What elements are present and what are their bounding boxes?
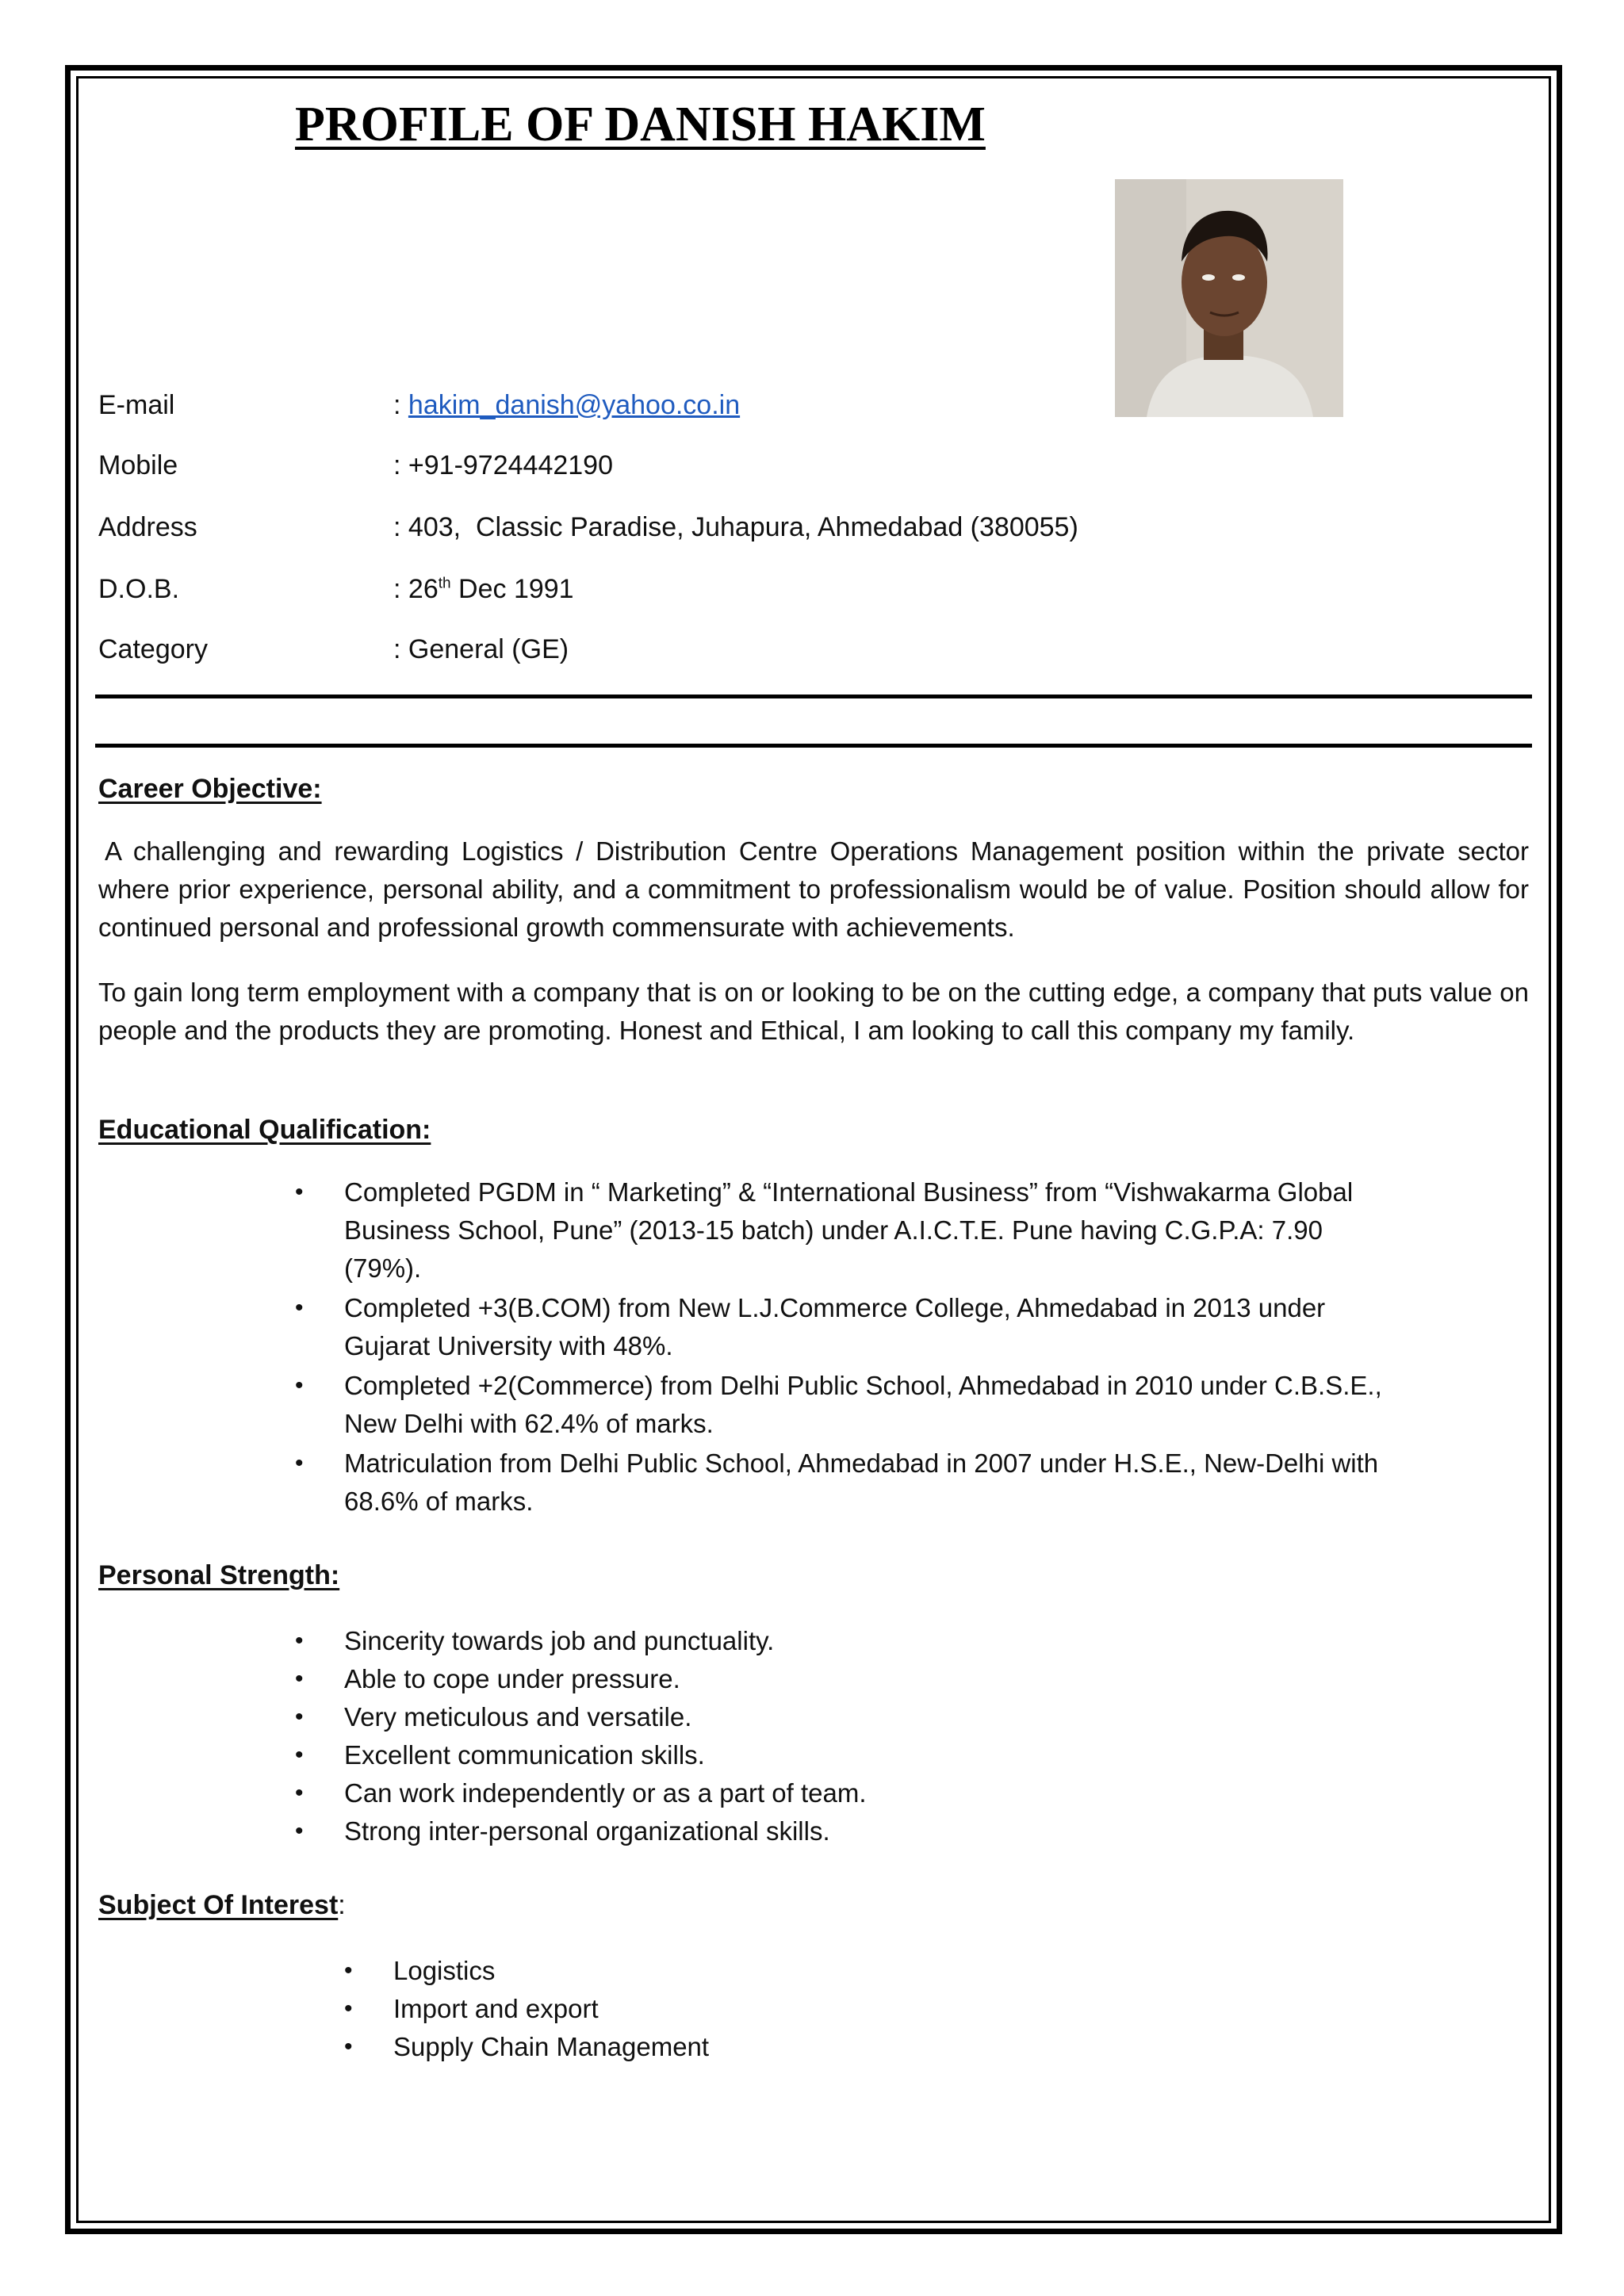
- interest-item: [344, 2028, 1058, 2066]
- education-item: [295, 1445, 1389, 1521]
- category-value: General (GE): [408, 634, 569, 664]
- strength-item: [295, 1698, 1326, 1736]
- education-item-text: Completed PGDM in “ Marketing” & “International Business” from “Vishwakarma Global Business School, Pune” (2013-15 batch) under A.I.C.T.E. Pune having C.G.P.A: 7.90 (79%).: [344, 1177, 1354, 1283]
- separator: :: [393, 450, 401, 480]
- dob-rest: Dec 1991: [458, 574, 574, 604]
- page-title: PROFILE OF DANISH HAKIM: [295, 98, 986, 151]
- education-list: [295, 1173, 1389, 1522]
- strength-item-text: Excellent communication skills.: [344, 1740, 705, 1770]
- bullet-icon: •: [295, 1742, 304, 1768]
- dob-day: 26: [408, 574, 439, 604]
- strength-item-text: Strong inter-personal organizational skills.: [344, 1816, 830, 1846]
- bullet-icon: •: [344, 1996, 353, 2022]
- interest-item: [344, 1990, 1058, 2028]
- divider-line-bottom: [95, 744, 1532, 748]
- strength-item-text: Very meticulous and versatile.: [344, 1702, 692, 1732]
- interest-item-text: Supply Chain Management: [393, 2032, 710, 2061]
- subject-interest-heading-text: Subject Of Interest: [98, 1890, 339, 1920]
- separator: :: [393, 512, 401, 542]
- bullet-icon: •: [344, 1957, 353, 1984]
- dob-suffix: th: [438, 575, 451, 592]
- strength-list: [295, 1622, 1326, 1850]
- bullet-icon: •: [295, 1628, 304, 1654]
- education-item-text: Completed +3(B.COM) from New L.J.Commerce College, Ahmedabad in 2013 under Gujarat University with 48%.: [344, 1293, 1326, 1360]
- personal-strength-heading: Personal Strength:: [98, 1560, 340, 1590]
- strength-item-text: Sincerity towards job and punctuality.: [344, 1626, 775, 1655]
- dob-label: D.O.B.: [98, 574, 180, 604]
- separator: :: [393, 634, 401, 664]
- bullet-icon: •: [295, 1666, 304, 1692]
- strength-item: [295, 1736, 1326, 1774]
- career-objective-para-2: To gain long term employment with a company that is on or looking to be on the cutting edge, a company that puts value on people and the products they are promoting. Honest and Ethical, I am looking to call this company my family.: [98, 978, 1529, 1045]
- bullet-icon: •: [295, 1450, 304, 1476]
- interest-item-text: Import and export: [393, 1994, 599, 2023]
- mobile-value: +91-9724442190: [408, 450, 613, 480]
- bullet-icon: •: [295, 1179, 304, 1205]
- subject-interest-heading-colon: :: [338, 1890, 346, 1920]
- separator: :: [393, 390, 401, 420]
- address-value-wrap: [393, 512, 1078, 543]
- subject-interest-heading: [98, 1890, 346, 1921]
- interest-item: [344, 1952, 1058, 1990]
- address-label: Address: [98, 512, 197, 542]
- education-item: [295, 1367, 1389, 1443]
- interest-list: [344, 1952, 1058, 2066]
- strength-item-text: Can work independently or as a part of team.: [344, 1778, 867, 1808]
- bullet-icon: •: [344, 2034, 353, 2060]
- separator: :: [393, 574, 401, 604]
- person-photo-icon: [1115, 179, 1343, 417]
- education-heading: Educational Qualification:: [98, 1115, 431, 1145]
- category-label: Category: [98, 634, 208, 664]
- career-objective-para-1: A challenging and rewarding Logistics / Distribution Centre Operations Management position within the private sector where prior experience, personal ability, and a commitment to professionalism would be of value. Position should allow for continued personal and professional growth commensurate with achievements.: [98, 836, 1529, 942]
- mobile-value-wrap: [393, 450, 613, 481]
- career-objective-heading: Career Objective:: [98, 774, 322, 804]
- mobile-label: Mobile: [98, 450, 178, 480]
- strength-item: [295, 1660, 1326, 1698]
- bullet-icon: •: [295, 1295, 304, 1321]
- strength-item: [295, 1812, 1326, 1850]
- category-value-wrap: [393, 634, 569, 665]
- education-item: [295, 1289, 1389, 1365]
- email-label: E-mail: [98, 390, 175, 420]
- education-item-text: Completed +2(Commerce) from Delhi Public School, Ahmedabad in 2010 under C.B.S.E., New Delhi with 62.4% of marks.: [344, 1371, 1382, 1438]
- email-value-wrap: [393, 390, 740, 421]
- dob-value-wrap: [393, 574, 574, 605]
- bullet-icon: •: [295, 1704, 304, 1730]
- interest-item-text: Logistics: [393, 1956, 496, 1985]
- divider-line-top: [95, 695, 1532, 698]
- email-link[interactable]: hakim_danish@yahoo.co.in: [408, 390, 741, 420]
- strength-item: [295, 1774, 1326, 1812]
- bullet-icon: •: [295, 1818, 304, 1844]
- education-item: [295, 1173, 1389, 1288]
- education-item-text: Matriculation from Delhi Public School, Ahmedabad in 2007 under H.S.E., New-Delhi with 68.6% of marks.: [344, 1448, 1379, 1516]
- bullet-icon: •: [295, 1372, 304, 1399]
- strength-item-text: Able to cope under pressure.: [344, 1664, 680, 1693]
- strength-item: [295, 1622, 1326, 1660]
- address-value: 403, Classic Paradise, Juhapura, Ahmedabad (380055): [408, 512, 1078, 542]
- bullet-icon: •: [295, 1780, 304, 1806]
